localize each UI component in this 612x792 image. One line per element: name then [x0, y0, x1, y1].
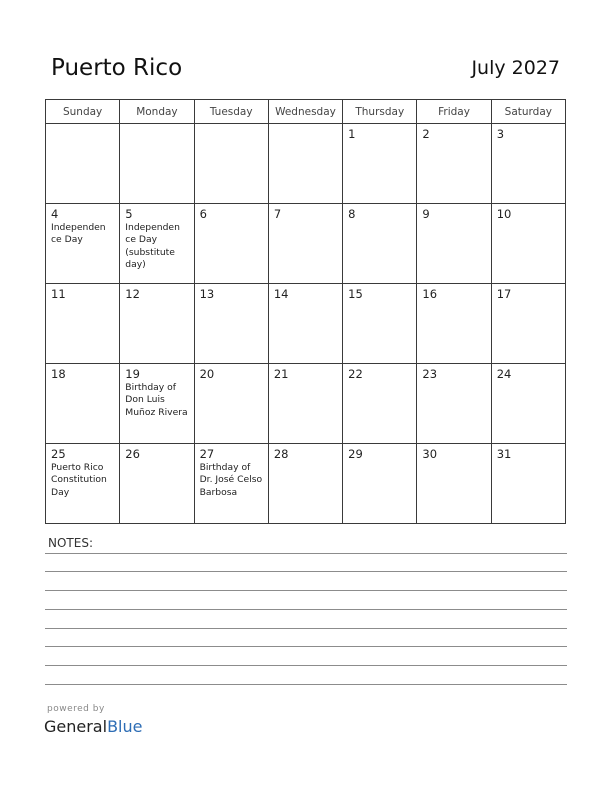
- day-number: 10: [496, 207, 512, 221]
- note-line: [45, 553, 567, 554]
- day-number: 18: [51, 367, 66, 381]
- day-cell: [343, 204, 417, 284]
- day-number: 25: [51, 447, 66, 461]
- holiday-label: Independen ce Day (substitute day): [125, 222, 180, 270]
- day-cell: [46, 124, 120, 204]
- day-cell: [343, 124, 417, 204]
- day-number: 30: [422, 447, 438, 461]
- day-cell: [194, 284, 268, 364]
- day-cell: [268, 364, 342, 444]
- day-number: 19: [125, 367, 140, 381]
- day-cell: [491, 364, 565, 444]
- day-number: 5: [125, 207, 133, 221]
- week-row: [46, 444, 566, 524]
- day-number: 13: [199, 287, 215, 301]
- day-number: 20: [199, 367, 215, 381]
- day-number: 17: [496, 287, 512, 301]
- day-cell: [46, 284, 120, 364]
- day-cell: [343, 444, 417, 524]
- weekday-header: Tuesday: [194, 100, 268, 124]
- day-number: 4: [51, 207, 59, 221]
- brand-logo: [44, 717, 142, 736]
- day-cell: [194, 124, 268, 204]
- day-cell: [417, 364, 491, 444]
- weekday-header: Thursday: [343, 100, 417, 124]
- brand-logo-part2: Blue: [107, 717, 143, 736]
- day-number: 6: [199, 207, 207, 221]
- day-number: 31: [496, 447, 512, 461]
- week-row: [46, 364, 566, 444]
- note-line: [45, 590, 567, 591]
- holiday-label: Puerto Rico Constitution Day: [51, 462, 107, 498]
- day-number: 21: [273, 367, 289, 381]
- day-number: 15: [348, 287, 363, 301]
- day-number: 29: [348, 447, 363, 461]
- day-number: 7: [273, 207, 282, 221]
- day-number: 23: [422, 367, 438, 381]
- note-line: [45, 646, 567, 647]
- week-row: [46, 204, 566, 284]
- day-cell: [268, 204, 342, 284]
- day-cell: [491, 204, 565, 284]
- day-number: 1: [348, 127, 356, 141]
- weekday-header: Wednesday: [268, 100, 342, 124]
- day-cell: [120, 124, 194, 204]
- brand-logo-part1: General: [44, 717, 108, 736]
- day-cell: [417, 444, 491, 524]
- day-cell: [120, 364, 194, 444]
- holiday-label: Birthday of Don Luis Muñoz Rivera: [125, 382, 188, 418]
- day-cell: [194, 364, 268, 444]
- day-cell: [120, 444, 194, 524]
- day-cell: [46, 364, 120, 444]
- day-cell: [417, 284, 491, 364]
- day-cell: [268, 284, 342, 364]
- day-number: 26: [125, 447, 140, 461]
- day-cell: [194, 204, 268, 284]
- day-number: 12: [125, 287, 140, 301]
- day-cell: [46, 204, 120, 284]
- day-cell: [417, 124, 491, 204]
- day-cell: [491, 444, 565, 524]
- day-cell: [194, 444, 268, 524]
- day-number: 9: [422, 207, 430, 221]
- day-number: 2: [422, 127, 430, 141]
- weekday-header: Friday: [417, 100, 491, 124]
- day-cell: [268, 124, 342, 204]
- month-label: July 2027: [471, 57, 560, 79]
- day-cell: [120, 284, 194, 364]
- note-line: [45, 571, 567, 572]
- calendar-grid: [45, 99, 566, 524]
- weekday-header: Saturday: [491, 100, 565, 124]
- week-row: [46, 124, 566, 204]
- day-cell: [491, 284, 565, 364]
- day-number: 24: [496, 367, 512, 381]
- day-cell: [46, 444, 120, 524]
- day-cell: [343, 284, 417, 364]
- day-number: 16: [422, 287, 438, 301]
- week-row: [46, 284, 566, 364]
- day-number: 28: [273, 447, 289, 461]
- note-line: [45, 609, 567, 610]
- day-number: 14: [273, 287, 289, 301]
- day-number: 22: [348, 367, 363, 381]
- page-title: Puerto Rico: [51, 55, 183, 81]
- day-cell: [417, 204, 491, 284]
- day-number: 11: [51, 287, 66, 301]
- notes-label: NOTES:: [48, 536, 93, 550]
- weekday-header: Sunday: [46, 100, 120, 124]
- weekday-header: Monday: [120, 100, 194, 124]
- day-cell: [491, 124, 565, 204]
- powered-by-text: powered by: [47, 704, 105, 714]
- day-cell: [268, 444, 342, 524]
- note-line: [45, 665, 567, 666]
- day-cell: [343, 364, 417, 444]
- day-number: 3: [496, 127, 505, 141]
- day-number: 27: [199, 447, 215, 461]
- note-line: [45, 684, 567, 685]
- holiday-label: Independen ce Day: [51, 222, 106, 246]
- weekday-header-row: [46, 100, 566, 124]
- day-cell: [120, 204, 194, 284]
- day-number: 8: [348, 207, 356, 221]
- holiday-label: Birthday of Dr. José Celso Barbosa: [199, 462, 263, 498]
- note-line: [45, 628, 567, 629]
